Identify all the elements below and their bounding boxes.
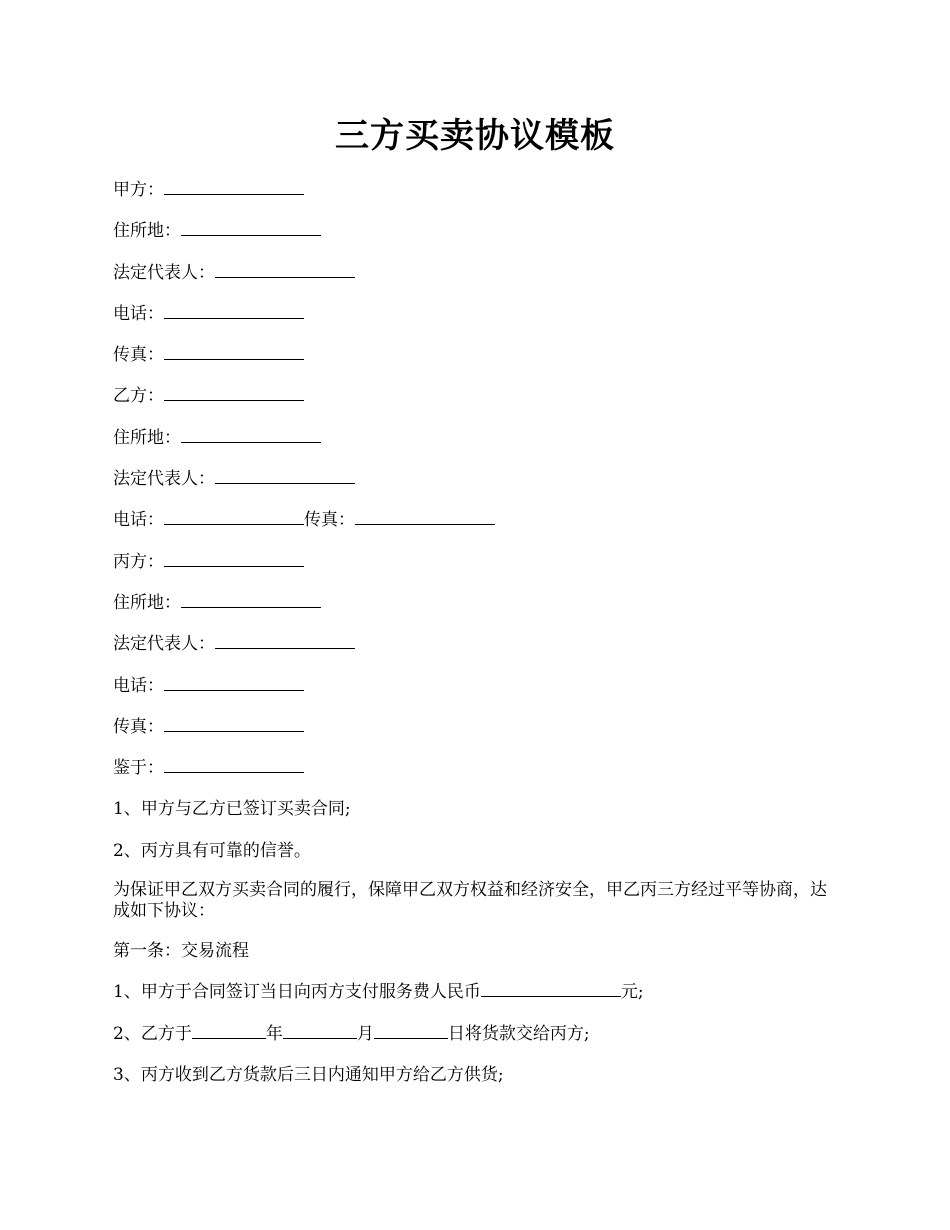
- article-1-item-2: [113, 1022, 843, 1046]
- year-label: 年: [265, 1023, 283, 1044]
- party-a-fax-label: 传真：: [113, 345, 164, 366]
- party-c-line: [113, 550, 843, 574]
- party-b-rep-blank[interactable]: [215, 469, 355, 484]
- article-1-item-3: 3、丙方收到乙方货款后三日内通知甲方给乙方供货;: [113, 1064, 504, 1085]
- party-a-fax-blank[interactable]: [164, 345, 304, 360]
- party-a-blank[interactable]: [164, 180, 304, 195]
- party-a-phone-blank[interactable]: [164, 304, 304, 319]
- day-text: 日将货款交给丙方;: [447, 1023, 590, 1044]
- party-c-address-line: [113, 591, 843, 615]
- preamble-paragraph: 为保证甲乙双方买卖合同的履行，保障甲乙双方权益和经济安全，甲乙丙三方经过平等协商，达成如下协议：: [113, 880, 827, 922]
- recital-item: 2、丙方具有可靠的信誉。: [113, 840, 311, 861]
- party-c-blank[interactable]: [164, 552, 304, 567]
- party-a-rep-line: [113, 261, 843, 285]
- party-b-address-line: [113, 426, 843, 450]
- party-c-fax-blank[interactable]: [164, 717, 304, 732]
- party-c-phone-blank[interactable]: [164, 676, 304, 691]
- party-b-rep-label: 法定代表人：: [113, 469, 215, 490]
- party-a-label: 甲方：: [113, 180, 164, 200]
- party-c-fax-label: 传真：: [113, 716, 164, 737]
- item-2-text: 2、乙方于: [113, 1023, 192, 1044]
- party-a-address-blank[interactable]: [181, 221, 321, 236]
- document-title: 三方买卖协议模板: [335, 116, 615, 156]
- year-blank[interactable]: [192, 1024, 266, 1039]
- party-a-phone-label: 电话：: [113, 303, 164, 324]
- party-b-address-label: 住所地：: [113, 427, 181, 448]
- party-a-phone-line: [113, 302, 843, 326]
- party-c-rep-blank[interactable]: [215, 634, 355, 649]
- article-1-heading: 第一条：交易流程: [113, 941, 249, 962]
- party-b-fax-blank[interactable]: [355, 510, 495, 525]
- party-b-label: 乙方：: [113, 386, 164, 407]
- party-b-phone-label: 电话：: [113, 510, 164, 531]
- party-b-rep-line: [113, 467, 843, 491]
- whereas-blank[interactable]: [164, 758, 304, 773]
- whereas-label: 鉴于：: [113, 758, 164, 779]
- party-a-address-line: [113, 219, 843, 243]
- party-c-phone-label: 电话：: [113, 675, 164, 696]
- party-c-label: 丙方：: [113, 551, 164, 572]
- recital-item: 1、甲方与乙方已签订买卖合同;: [113, 799, 351, 820]
- party-b-address-blank[interactable]: [181, 428, 321, 443]
- party-a-line: [113, 178, 843, 202]
- party-a-address-label: 住所地：: [113, 221, 181, 242]
- whereas-line: [113, 756, 843, 780]
- party-b-fax-label: 传真：: [304, 510, 355, 531]
- party-a-rep-label: 法定代表人：: [113, 262, 215, 283]
- document-body: [113, 178, 843, 1104]
- party-b-phone-fax-line: [113, 508, 843, 532]
- party-b-blank[interactable]: [164, 386, 304, 401]
- month-label: 月: [356, 1023, 374, 1044]
- item-1-suffix: 元;: [620, 982, 644, 1003]
- party-c-phone-line: [113, 674, 843, 698]
- party-a-rep-blank[interactable]: [215, 263, 355, 278]
- party-c-rep-label: 法定代表人：: [113, 634, 215, 655]
- day-blank[interactable]: [374, 1024, 448, 1039]
- item-1-text: 1、甲方于合同签订当日向丙方支付服务费人民币: [113, 982, 481, 1003]
- party-c-rep-line: [113, 632, 843, 656]
- party-a-fax-line: [113, 343, 843, 367]
- month-blank[interactable]: [283, 1024, 357, 1039]
- party-c-address-label: 住所地：: [113, 592, 181, 613]
- article-1-item-1: [113, 980, 843, 1004]
- party-c-address-blank[interactable]: [181, 593, 321, 608]
- service-fee-blank[interactable]: [481, 982, 621, 997]
- party-c-fax-line: [113, 715, 843, 739]
- party-b-line: [113, 384, 843, 408]
- party-b-phone-blank[interactable]: [164, 510, 304, 525]
